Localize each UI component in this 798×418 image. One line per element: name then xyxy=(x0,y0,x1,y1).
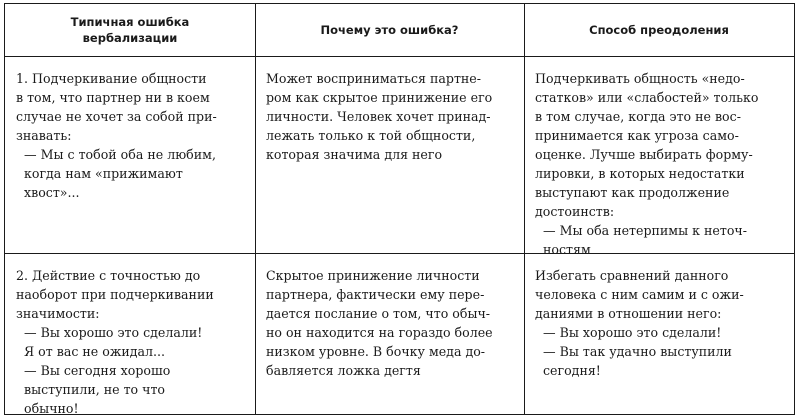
text-line: в том случае, когда это не вос- xyxy=(535,109,741,124)
text-line: бавляется ложка дегтя xyxy=(266,363,421,378)
header-why-error xyxy=(255,4,524,56)
text-line: обычно! xyxy=(24,401,79,416)
example-quote xyxy=(535,323,788,342)
row-divider xyxy=(5,56,794,57)
header-how-to-overcome xyxy=(524,4,794,56)
text-line: — Вы сегодня хорошо xyxy=(24,363,171,378)
row2-error-cell xyxy=(5,266,255,418)
text-line: даниями в отношении него: xyxy=(535,306,722,321)
text-line: Подчеркивать общность «недо- xyxy=(535,71,745,86)
text-line: когда нам «прижимают xyxy=(24,166,183,181)
text-line: Избегать сравнений данного xyxy=(535,268,729,283)
text-line: ностям xyxy=(543,242,591,257)
text-line: ром как скрытое принижение его xyxy=(266,90,493,105)
example-quote xyxy=(535,221,788,259)
row2-fix-cell xyxy=(524,266,794,380)
example-quote xyxy=(16,145,249,202)
header-typical-error-line1: Типичная ошибка xyxy=(70,15,190,29)
text-line: принимается как угроза само- xyxy=(535,128,739,143)
header-why-error-label: Почему это ошибка? xyxy=(320,23,459,37)
text-line: в том, что партнер ни в коем xyxy=(16,90,210,105)
text-line: 2. Действие с точностью до xyxy=(16,268,201,283)
row1-fix-cell xyxy=(524,69,794,259)
text-line: которая значима для него xyxy=(266,147,443,162)
header-typical-error-line2: вербализации xyxy=(82,31,178,45)
row2-why-cell xyxy=(255,266,524,380)
example-quote xyxy=(535,342,788,380)
text-line: Может восприниматься партне- xyxy=(266,71,482,86)
row1-error-cell xyxy=(5,69,255,202)
text-line: выступают как продолжение xyxy=(535,185,730,200)
row1-why-cell xyxy=(255,69,524,164)
text-line: дается послание о том, что обыч- xyxy=(266,306,491,321)
text-line: лировки, в которых недостатки xyxy=(535,166,745,181)
text-line: лежать только к той общности, xyxy=(266,128,476,143)
text-line: случае не хочет за собой при- xyxy=(16,109,217,124)
text-line: — Вы хорошо это сделали! xyxy=(543,325,722,340)
text-line: статков» или «слабостей» только xyxy=(535,90,759,105)
text-line: сегодня! xyxy=(543,363,601,378)
text-line: Я от вас не ожидал... xyxy=(24,344,166,359)
text-line: значимости: xyxy=(16,306,100,321)
text-line: но он находится на гораздо более xyxy=(266,325,493,340)
text-line: партнера, фактически ему пере- xyxy=(266,287,485,302)
text-line: личности. Человек хочет принад- xyxy=(266,109,491,124)
header-how-to-overcome-label: Способ преодоления xyxy=(589,23,729,37)
text-line: знавать: xyxy=(16,128,72,143)
text-line: оценке. Лучше выбирать форму- xyxy=(535,147,753,162)
text-line: — Вы хорошо это сделали! xyxy=(24,325,203,340)
text-line: низком уровне. В бочку меда до- xyxy=(266,344,486,359)
comparison-table xyxy=(4,3,795,415)
text-line: — Мы с тобой оба не любим, xyxy=(24,147,216,162)
text-line: человека с ним самим и с ожи- xyxy=(535,287,744,302)
text-line: выступили, не то что xyxy=(24,382,166,397)
text-line: — Вы так удачно выступили xyxy=(543,344,732,359)
text-line: наоборот при подчеркивании xyxy=(16,287,214,302)
text-line: хвост»... xyxy=(24,185,80,200)
example-quote xyxy=(16,361,249,418)
text-line: — Мы оба нетерпимы к неточ- xyxy=(543,223,747,238)
text-line: Скрытое принижение личности xyxy=(266,268,480,283)
text-line: 1. Подчеркивание общности xyxy=(16,71,207,86)
header-typical-error xyxy=(5,4,255,56)
example-quote xyxy=(16,323,249,361)
text-line: достоинств: xyxy=(535,204,615,219)
